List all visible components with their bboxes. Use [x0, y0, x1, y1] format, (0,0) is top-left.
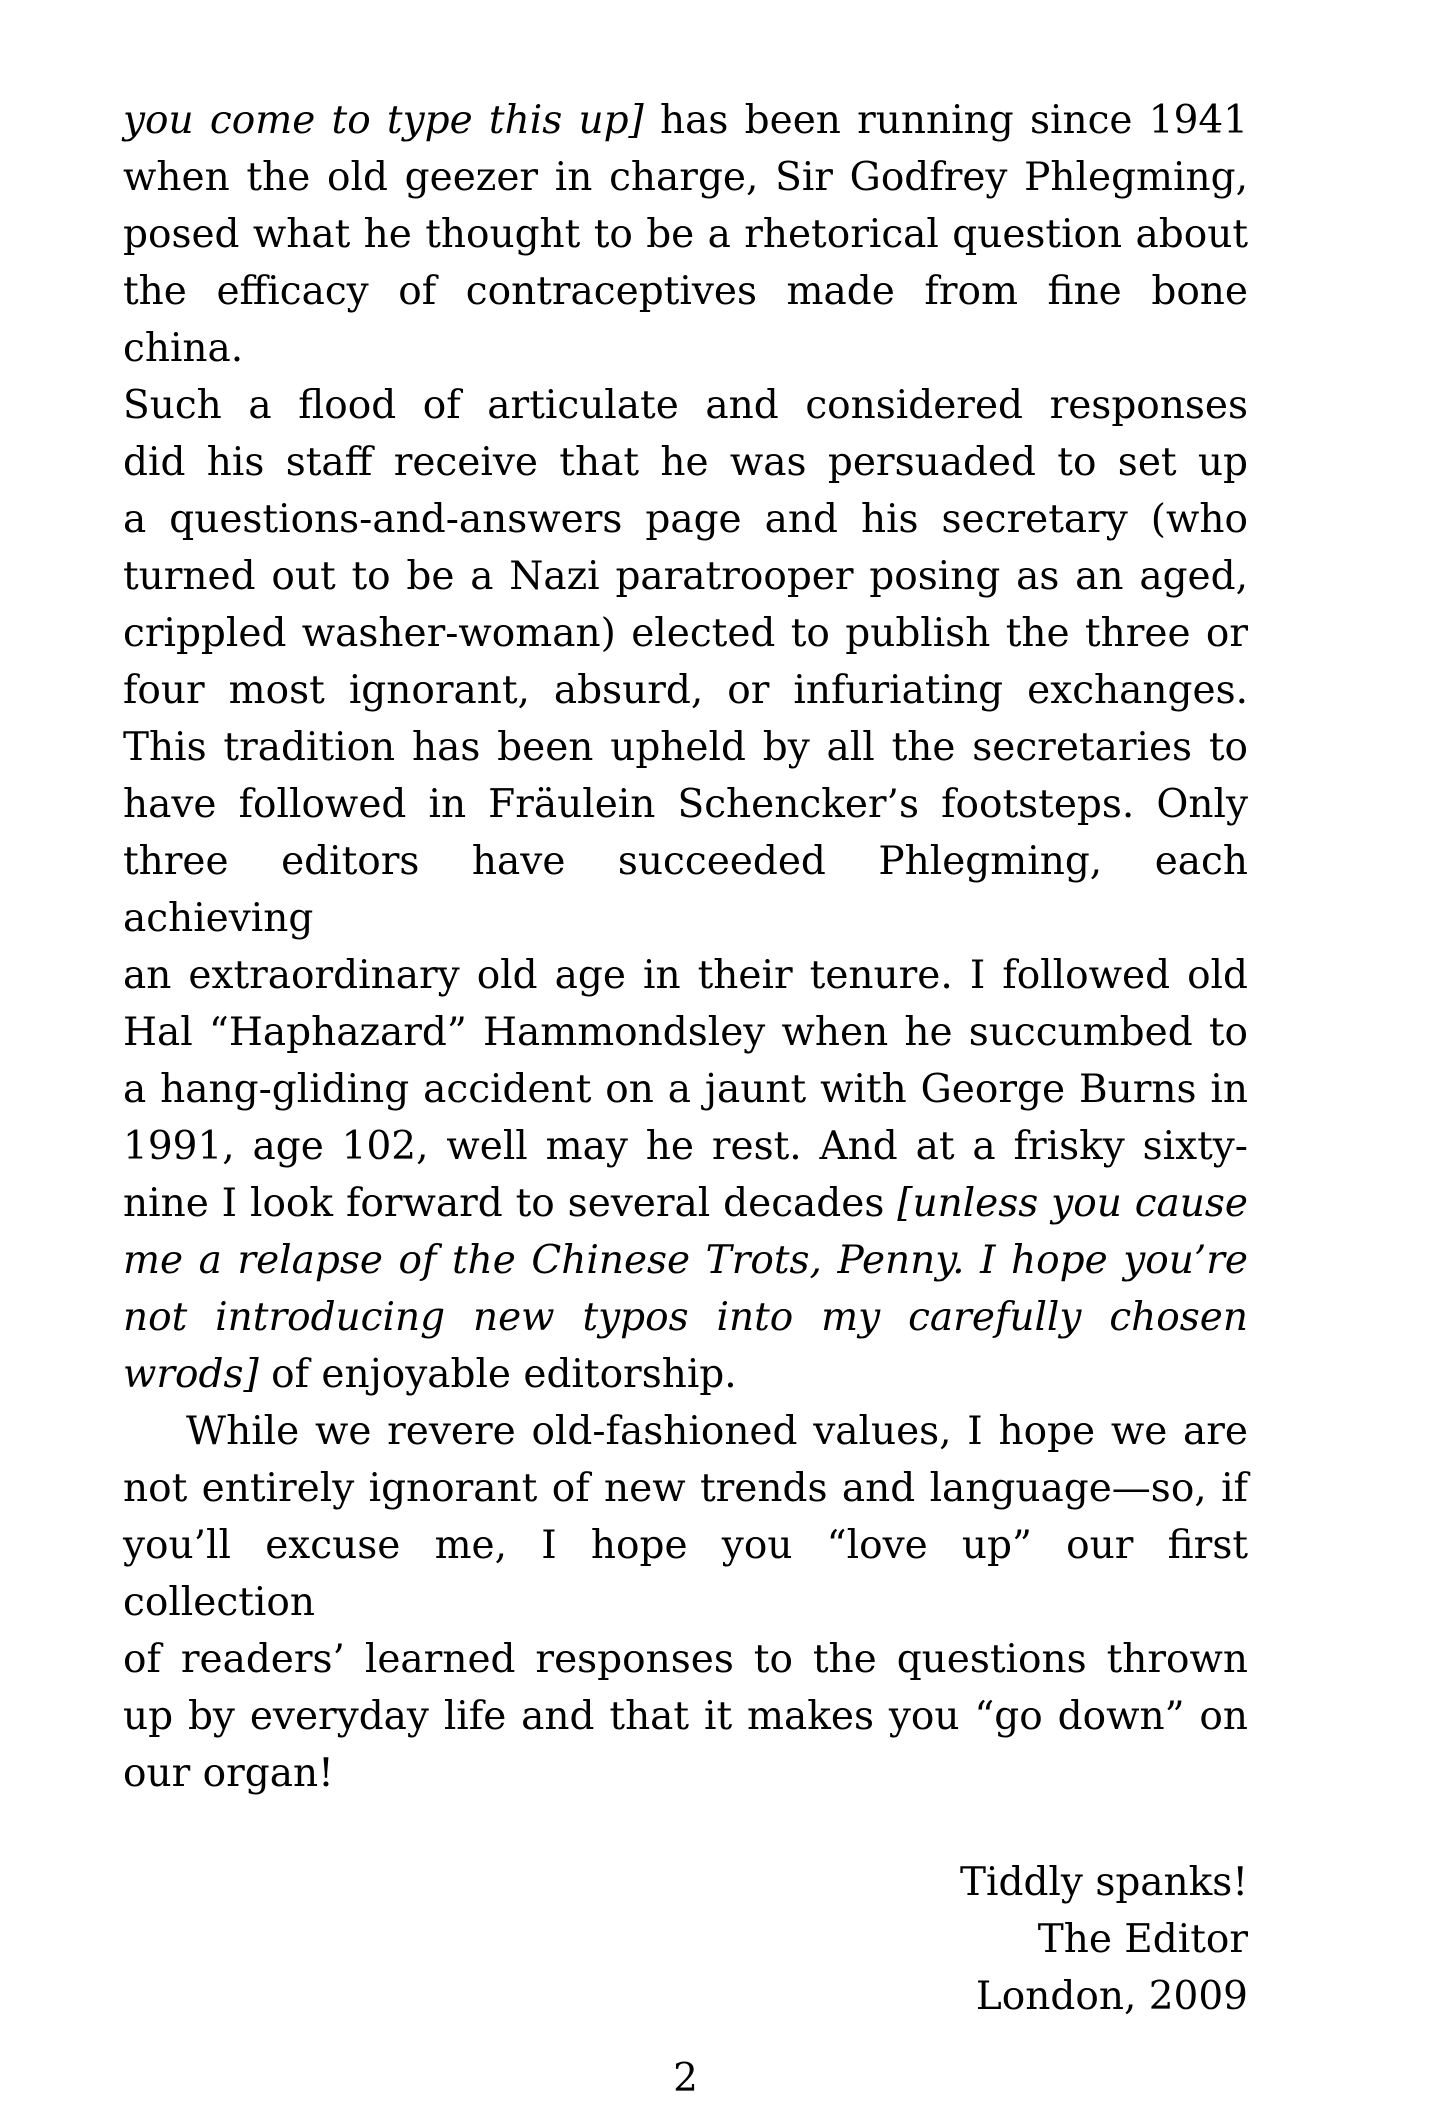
text-column — [123, 0, 1248, 2107]
text-segment: crippled washer-woman) elected to publish the three or — [123, 611, 1248, 656]
italic-text-segment: you come to type this up] — [123, 98, 661, 143]
text-segment: This tradition has been upheld by all the secretaries to — [123, 725, 1248, 770]
text-line — [123, 1631, 1248, 1688]
italic-text-segment: not introducing new typos into my carefully chosen — [123, 1295, 1248, 1340]
text-line — [123, 491, 1248, 548]
body-text — [123, 92, 1248, 1802]
text-line — [123, 719, 1248, 776]
text-line — [123, 833, 1248, 947]
text-line — [123, 434, 1248, 491]
text-segment: our organ! — [123, 1751, 334, 1796]
italic-text-segment: wrods] — [123, 1352, 272, 1397]
text-segment: of enjoyable editorship. — [271, 1352, 737, 1397]
text-segment: While we revere old-fashioned values, I hope we are — [186, 1409, 1248, 1454]
text-segment: Hal “Haphazard” Hammondsley when he succumbed to — [123, 1010, 1248, 1055]
text-line — [123, 263, 1248, 377]
closing-salutation: Tiddly spanks! — [960, 1860, 1248, 1905]
text-segment: 1991, age 102, well may he rest. And at a frisky sixty- — [123, 1124, 1248, 1169]
text-line — [123, 1232, 1248, 1289]
text-line — [123, 1403, 1248, 1460]
text-line — [123, 1061, 1248, 1118]
text-line — [123, 1175, 1248, 1232]
text-segment: Such a flood of articulate and considered responses — [123, 383, 1248, 428]
closing-author: The Editor — [1037, 1917, 1248, 1962]
italic-text-segment: me a relapse of the Chinese Trots, Penny. I hope you’re — [123, 1238, 1248, 1283]
closing-block — [123, 1854, 1248, 2025]
text-line — [123, 377, 1248, 434]
text-segment: an extraordinary old age in their tenure. I followed old — [123, 953, 1248, 998]
text-line — [123, 947, 1248, 1004]
text-segment: turned out to be a Nazi paratrooper posing as an aged, — [123, 554, 1248, 599]
text-line — [123, 1745, 1248, 1802]
text-line — [123, 92, 1248, 149]
text-segment: you’ll excuse me, I hope you “love up” our first collection — [123, 1523, 1248, 1625]
text-segment: not entirely ignorant of new trends and language—so, if — [123, 1466, 1248, 1511]
text-line — [123, 776, 1248, 833]
text-segment: posed what he thought to be a rhetorical question about — [123, 212, 1248, 257]
page-number: 2 — [673, 2056, 698, 2101]
text-line — [123, 149, 1248, 206]
text-line — [123, 206, 1248, 263]
text-line — [123, 662, 1248, 719]
text-line — [123, 1460, 1248, 1517]
italic-text-segment: [unless you cause — [897, 1181, 1249, 1226]
text-segment: has been running since 1941 — [660, 98, 1249, 143]
closing-place-date: London, 2009 — [975, 1974, 1248, 2019]
text-line — [123, 1517, 1248, 1631]
text-segment: three editors have succeeded Phlegming, each achieving — [123, 839, 1248, 941]
text-line — [123, 605, 1248, 662]
text-segment: did his staff receive that he was persuaded to set up — [123, 440, 1248, 485]
text-segment: the efficacy of contraceptives made from fine bone china. — [123, 269, 1248, 371]
text-line — [123, 1289, 1248, 1346]
text-segment: of readers’ learned responses to the questions thrown — [123, 1637, 1248, 1682]
text-segment: have followed in Fräulein Schencker’s footsteps. Only — [123, 782, 1248, 827]
text-segment: a hang-gliding accident on a jaunt with George Burns in — [123, 1067, 1248, 1112]
text-line — [123, 1004, 1248, 1061]
text-line — [123, 548, 1248, 605]
text-segment: up by everyday life and that it makes you “go down” on — [123, 1694, 1248, 1739]
text-line — [123, 1118, 1248, 1175]
text-segment: a questions-and-answers page and his secretary (who — [123, 497, 1248, 542]
text-line — [123, 1346, 1248, 1403]
text-segment: when the old geezer in charge, Sir Godfrey Phlegming, — [123, 155, 1248, 200]
text-line — [123, 1688, 1248, 1745]
text-segment: four most ignorant, absurd, or infuriating exchanges. — [123, 668, 1248, 713]
text-segment: nine I look forward to several decades — [123, 1181, 898, 1226]
